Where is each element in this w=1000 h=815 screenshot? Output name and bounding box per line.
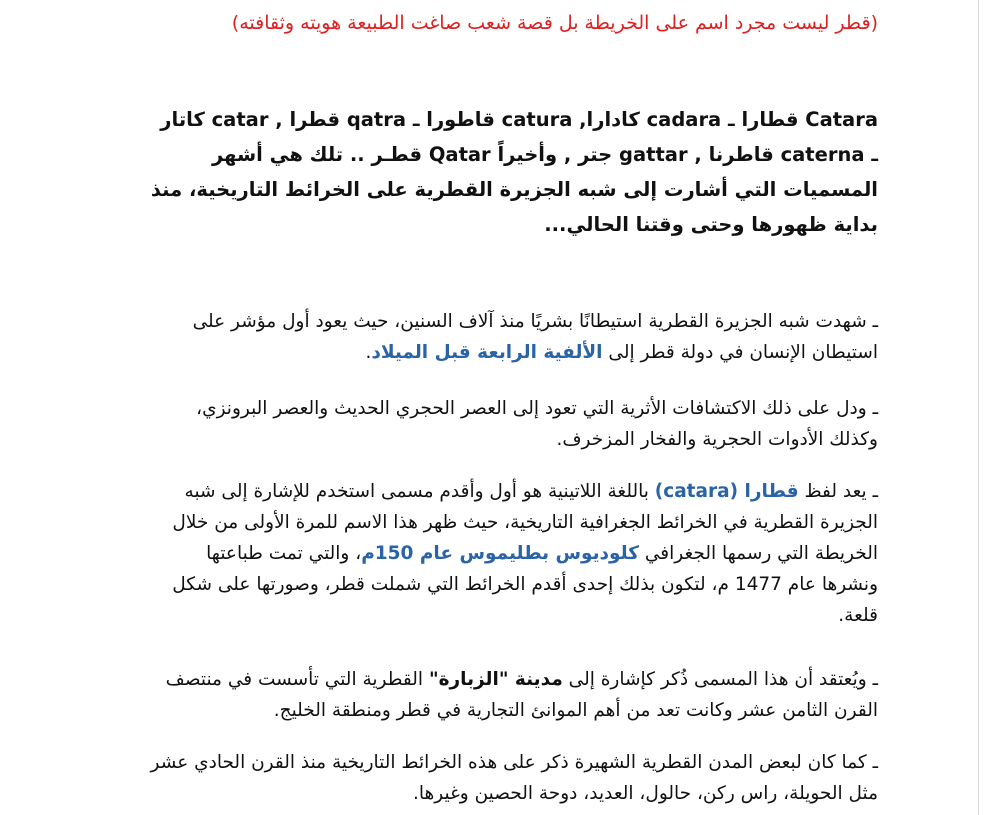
paragraph-catara (150, 476, 878, 631)
paragraph-text: باللغة اللاتينية هو أول وأقدم مسمى استخدم للإشارة إلى شبه الجزيرة القطرية في الخرائط الجغرافية التاريخية، حيث ظهر هذا الاسم للمرة الأولى من خلال الخريطة التي رسمها الجغرافي (172, 481, 878, 564)
intro-paragraph: Catara قطارا ـ cadara كادارا, catura قاطورا ـ qatra قطرا , catar كاتار ـ caterna قاطرنا , gattar جتر , وأخيراً Qatar قطـر .. تلك هي أشهر المسميات التي أشارت إلى شبه الجزيرة القطرية على الخرائط التاريخية، منذ بداية ظهورها وحتى وقتنا الحالي... (150, 108, 878, 236)
page-edge-divider (978, 0, 979, 815)
paragraph-text: ، والتي تمت طباعتها ونشرها عام 1477 م، لتكون بذلك إحدى أقدم الخرائط التي شملت قطر، وصورتها على شكل قلعة. (172, 543, 878, 626)
highlight-ptolemy: كلوديوس بطليموس عام 150م (361, 543, 639, 564)
paragraph-text: القطرية التي تأسست في منتصف القرن الثامن عشر وكانت تعد من أهم الموانئ التجارية في قطر ومنطقة الخليج. (165, 669, 878, 721)
highlight-era: الألفية الرابعة قبل الميلاد (371, 342, 603, 363)
highlight-catara: قطارا (catara) (654, 481, 799, 502)
paragraph-text: ـ شهدت شبه الجزيرة القطرية استيطانًا بشريًا منذ آلاف السنين، حيث يعود أول مؤشر على استيطان الإنسان في دولة قطر إلى (192, 311, 878, 363)
paragraph-settlement (150, 306, 878, 368)
paragraph-text: ـ يعد لفظ (798, 481, 878, 502)
paragraph-text: . (365, 342, 372, 363)
paragraph-zubarah (150, 664, 878, 726)
paragraph-text: ـ ويُعتقد أن هذا المسمى ذُكر كإشارة إلى (562, 669, 878, 690)
bold-zubarah: مدينة "الزبارة" (428, 669, 563, 690)
page-title: (قطر ليست مجرد اسم على الخريطة بل قصة شعب صاغت الطبيعة هويته وثقافته) (231, 12, 878, 34)
paragraph-discoveries: ـ ودل على ذلك الاكتشافات الأثرية التي تعود إلى العصر الحجري الحديث والعصر البرونزي، وكذلك الأدوات الحجرية والفخار المزخرف. (196, 398, 878, 450)
paragraph-cities: ـ كما كان لبعض المدن القطرية الشهيرة ذكر على هذه الخرائط التاريخية منذ القرن الحادي عشر مثل الحويلة، راس ركن، حالول، العديد، دوحة الحصين وغيرها. (150, 752, 878, 804)
